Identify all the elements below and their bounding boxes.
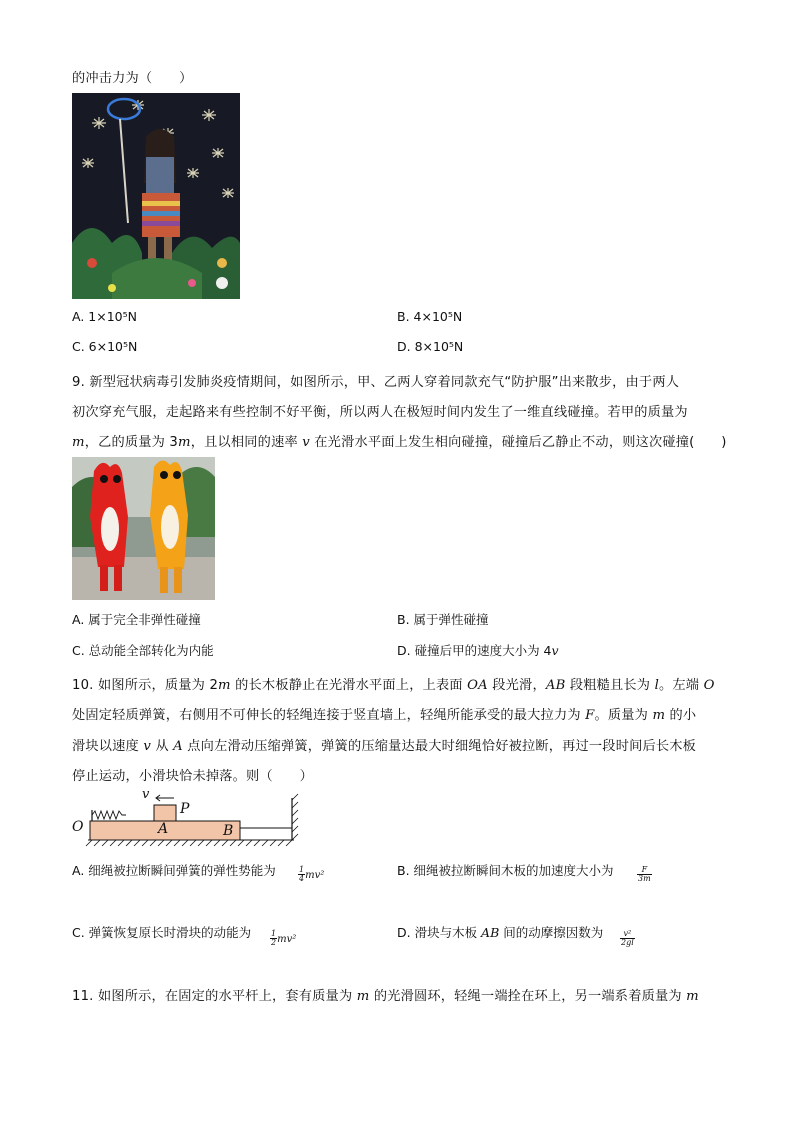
q10-option-a[interactable]: A. 细绳被拉断瞬间弹簧的弹性势能为 $\frac{1}{4}$ mv² <box>72 863 325 883</box>
q8-stem-tail: 的冲击力为（ ） <box>72 71 193 86</box>
q8-option-a[interactable]: A. 1×10⁵N <box>72 309 137 324</box>
diagram-label-b: B <box>223 823 234 839</box>
diagram-label-p: P <box>180 801 190 817</box>
q9-option-c[interactable]: C. 总动能全部转化为内能 <box>72 643 214 658</box>
q8-illustration <box>72 93 240 299</box>
diagram-label-v: v <box>142 787 150 802</box>
q10-stem-line4: 停止运动，小滑块恰未掉落。则（ ） <box>72 769 313 784</box>
q9-illustration <box>72 457 215 600</box>
diagram-label-a: A <box>158 821 169 837</box>
q11-stem-line1: 11. 如图所示，在固定的水平杆上，套有质量为 m 的光滑圆环，轻绳一端拴在环上，另一端系着质量为 m <box>72 989 699 1004</box>
q8-option-b[interactable]: B. 4×10⁵N <box>397 309 463 324</box>
diagram-label-o: O <box>72 819 84 835</box>
q10-stem-line2: 处固定轻质弹簧，右侧用不可伸长的轻绳连接于竖直墙上，轻绳所能承受的最大拉力为 F。质量为 m 的小 <box>72 708 697 723</box>
q9-stem-line3: m，乙的质量为 3m，且以相同的速率 v 在光滑水平面上发生相向碰撞，碰撞后乙静止不动，则这次碰撞( ) <box>72 435 727 450</box>
q10-stem-line3: 滑块以速度 v 从 A 点向左滑动压缩弹簧，弹簧的压缩量达最大时细绳恰好被拉断，再过一段时间后长木板 <box>72 739 697 754</box>
q9-option-b[interactable]: B. 属于弹性碰撞 <box>397 612 489 627</box>
q8-option-c[interactable]: C. 6×10⁵N <box>72 339 138 354</box>
q10-option-c[interactable]: C. 弹簧恢复原长时滑块的动能为 $\frac{1}{2}$ mv² <box>72 925 297 947</box>
q9-option-a[interactable]: A. 属于完全非弹性碰撞 <box>72 612 201 627</box>
q10-diagram <box>70 788 300 848</box>
q9-stem-line2: 初次穿充气服，走起路来有些控制不好平衡，所以两人在极短时间内发生了一维直线碰撞。若甲的质量为 <box>72 405 688 420</box>
q8-option-d[interactable]: D. 8×10⁵N <box>397 339 464 354</box>
q10-stem-line1: 10. 如图所示，质量为 2m 的长木板静止在光滑水平面上，上表面 OA 段光滑，AB 段粗糙且长为 l。左端 O <box>72 678 715 693</box>
q10-option-d[interactable]: D. 滑块与木板 AB 间的动摩擦因数为 $\frac{\text{v²}}{2gl}$ <box>397 925 634 947</box>
q9-option-d[interactable]: D. 碰撞后甲的速度大小为 4v <box>397 643 559 658</box>
q10-option-b[interactable]: B. 细绳被拉断瞬间木板的加速度大小为 $\frac{F}{3m}$ <box>397 863 651 883</box>
q9-stem-line1: 9. 新型冠状病毒引发肺炎疫情期间，如图所示，甲、乙两人穿着同款充气“防护服”出来散步，由于两人 <box>72 375 680 390</box>
